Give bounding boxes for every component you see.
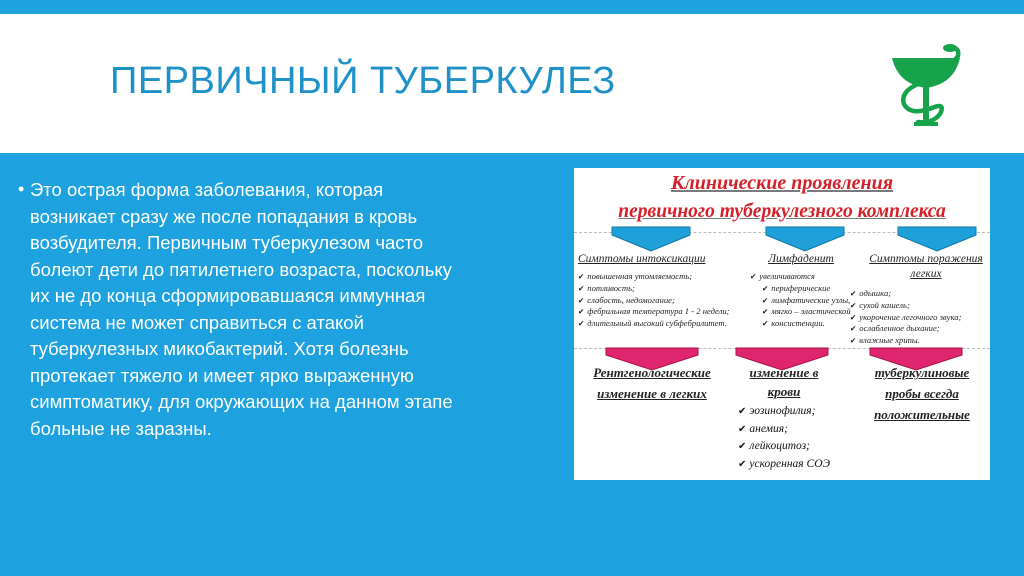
tuberculin-tests-heading-line1: туберкулиновые xyxy=(874,365,970,380)
list-item: ✔ повышенная утомляемость; xyxy=(578,271,730,283)
clinical-manifestations-infographic xyxy=(574,168,990,480)
down-arrow-icon xyxy=(896,225,978,253)
list-item: ✔ слабость, недомогание; xyxy=(578,295,730,307)
body-line: туберкулезных микобактерий. Хотя болезнь xyxy=(30,338,409,359)
down-arrow-icon xyxy=(764,225,846,253)
list-item: ✔ сухой кашель; xyxy=(850,300,961,312)
list-item: ✔ эозинофилия; xyxy=(738,403,830,421)
list-item-continued: ✔ консистенции. xyxy=(750,318,851,330)
list-item-continued: ✔ мягко – эластической xyxy=(750,306,851,318)
list-item-continued: ✔ лимфатические узлы, xyxy=(750,295,851,307)
list-item: ✔ лейкоцитоз; xyxy=(738,438,830,456)
down-arrow-icon xyxy=(610,225,692,253)
xray-changes-heading-line2: изменение в легких xyxy=(597,386,707,401)
body-line: больные не заразны. xyxy=(30,417,212,439)
list-item: ✔ влажные хрипы. xyxy=(850,335,961,347)
list-item: ✔ анемия; xyxy=(738,421,830,439)
body-line: симптоматику, для окружающих на данном этапе xyxy=(30,391,453,412)
lung-symptoms-list xyxy=(850,288,961,347)
lymphadenitis-list xyxy=(750,271,851,330)
list-item: ✔ потливость; xyxy=(578,283,730,295)
list-item: ✔ ослабленное дыхание; xyxy=(850,323,961,335)
bowl-of-hygieia-icon xyxy=(888,38,964,134)
list-item: ✔ длительный высокий субфебрилитет. xyxy=(578,318,730,330)
tuberculin-tests-heading-line2: пробы всегда xyxy=(885,386,959,401)
list-item: ✔ одышка; xyxy=(850,288,961,300)
top-band xyxy=(0,0,1024,14)
bullet-marker: • xyxy=(18,179,25,199)
lymphadenitis-heading: Лимфаденит xyxy=(768,253,834,265)
body-line: возникает сразу же после попадания в кровь xyxy=(30,205,418,227)
body-line: система не может справиться с атакой xyxy=(30,311,364,333)
body-line: болеют дети до пятилетнего возраста, поскольку xyxy=(30,258,452,280)
list-item: ✔ ускоренная СОЭ xyxy=(738,456,830,474)
body-paragraph xyxy=(30,177,540,442)
body-line: возбудителя. Первичным туберкулезом часто xyxy=(30,232,424,253)
slide-title: ПЕРВИЧНЫЙ ТУБЕРКУЛЕЗ xyxy=(110,60,616,102)
list-item: ✔ укорочение легочного звука; xyxy=(850,312,961,324)
infographic-title-line1: Клинические проявления xyxy=(670,172,894,194)
xray-changes-heading-line1: Рентгенологические xyxy=(593,365,711,380)
intoxication-symptoms-heading: Симптомы интоксикации xyxy=(578,253,706,265)
infographic-title-line2: первичного туберкулезного комплекса xyxy=(618,201,946,222)
body-line: их не до конца сформировавшаяся иммунная xyxy=(30,285,426,306)
blood-changes-heading-line1: изменение в xyxy=(749,365,819,380)
body-line: Это острая форма заболевания, которая xyxy=(30,179,384,200)
blood-changes-list xyxy=(738,403,830,473)
tuberculin-tests-heading-line3: положительные xyxy=(874,407,970,422)
list-item: ✔ увеличиваются xyxy=(750,271,851,283)
blood-changes-heading-line2: крови xyxy=(767,384,801,399)
list-item: ✔ фебрильная температура 1 - 2 недели; xyxy=(578,306,730,318)
body-line: протекает тяжело и имеет ярко выраженную xyxy=(30,364,414,386)
intoxication-symptoms-list xyxy=(578,271,730,330)
lung-symptoms-heading-line2: легких xyxy=(910,268,942,280)
lung-symptoms-heading-line1: Симптомы поражения xyxy=(869,253,983,265)
list-item-continued: ✔ периферические xyxy=(750,283,851,295)
